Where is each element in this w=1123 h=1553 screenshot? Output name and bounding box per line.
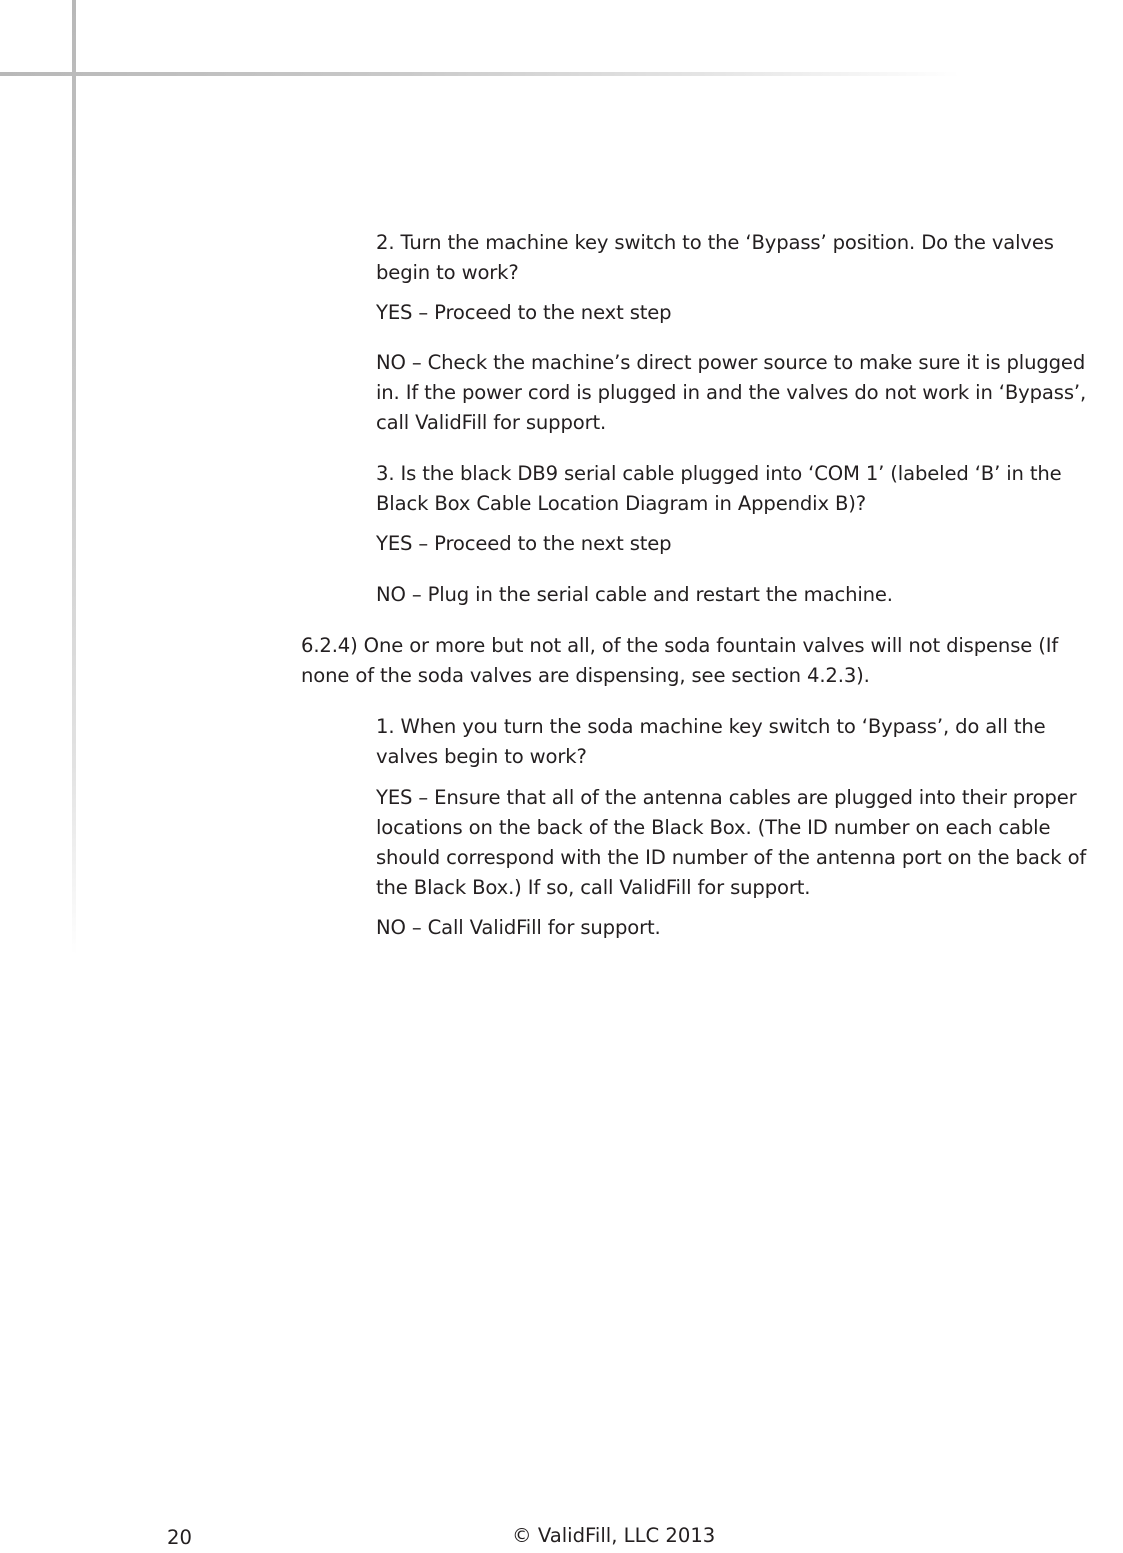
section-no-answer: NO – Call ValidFill for support. bbox=[376, 916, 661, 939]
margin-vertical-rule bbox=[72, 0, 76, 955]
section-yes-answer-line-1: YES – Ensure that all of the antenna cables are plugged into their proper bbox=[376, 786, 1077, 809]
step-3-no-answer: NO – Plug in the serial cable and restart the machine. bbox=[376, 583, 893, 606]
section-6-2-4-heading-line-1: 6.2.4) One or more but not all, of the soda fountain valves will not dispense (If bbox=[301, 634, 1059, 657]
step-2-yes-answer: YES – Proceed to the next step bbox=[376, 301, 672, 324]
section-yes-answer-line-4: the Black Box.) If so, call ValidFill for support. bbox=[376, 876, 811, 899]
step-2-no-answer-line-2: in. If the power cord is plugged in and the valves do not work in ‘Bypass’, bbox=[376, 381, 1087, 404]
page-number: 20 bbox=[167, 1526, 192, 1549]
step-3-yes-answer: YES – Proceed to the next step bbox=[376, 532, 672, 555]
step-3-question-line-2: Black Box Cable Location Diagram in Appendix B)? bbox=[376, 492, 867, 515]
step-2-question-line-1: 2. Turn the machine key switch to the ‘Bypass’ position. Do the valves bbox=[376, 231, 1054, 254]
section-yes-answer-line-3: should correspond with the ID number of the antenna port on the back of bbox=[376, 846, 1087, 869]
step-2-no-answer-line-3: call ValidFill for support. bbox=[376, 411, 607, 434]
section-step-1-question-line-2: valves begin to work? bbox=[376, 745, 587, 768]
section-6-2-4-heading-line-2: none of the soda valves are dispensing, see section 4.2.3). bbox=[301, 664, 870, 687]
step-3-question-line-1: 3. Is the black DB9 serial cable plugged into ‘COM 1’ (labeled ‘B’ in the bbox=[376, 462, 1062, 485]
step-2-question-line-2: begin to work? bbox=[376, 261, 519, 284]
step-2-no-answer-line-1: NO – Check the machine’s direct power source to make sure it is plugged bbox=[376, 351, 1086, 374]
header-horizontal-rule bbox=[0, 72, 960, 76]
copyright-notice: © ValidFill, LLC 2013 bbox=[512, 1524, 716, 1547]
section-step-1-question-line-1: 1. When you turn the soda machine key switch to ‘Bypass’, do all the bbox=[376, 715, 1046, 738]
section-yes-answer-line-2: locations on the back of the Black Box. (The ID number on each cable bbox=[376, 816, 1051, 839]
